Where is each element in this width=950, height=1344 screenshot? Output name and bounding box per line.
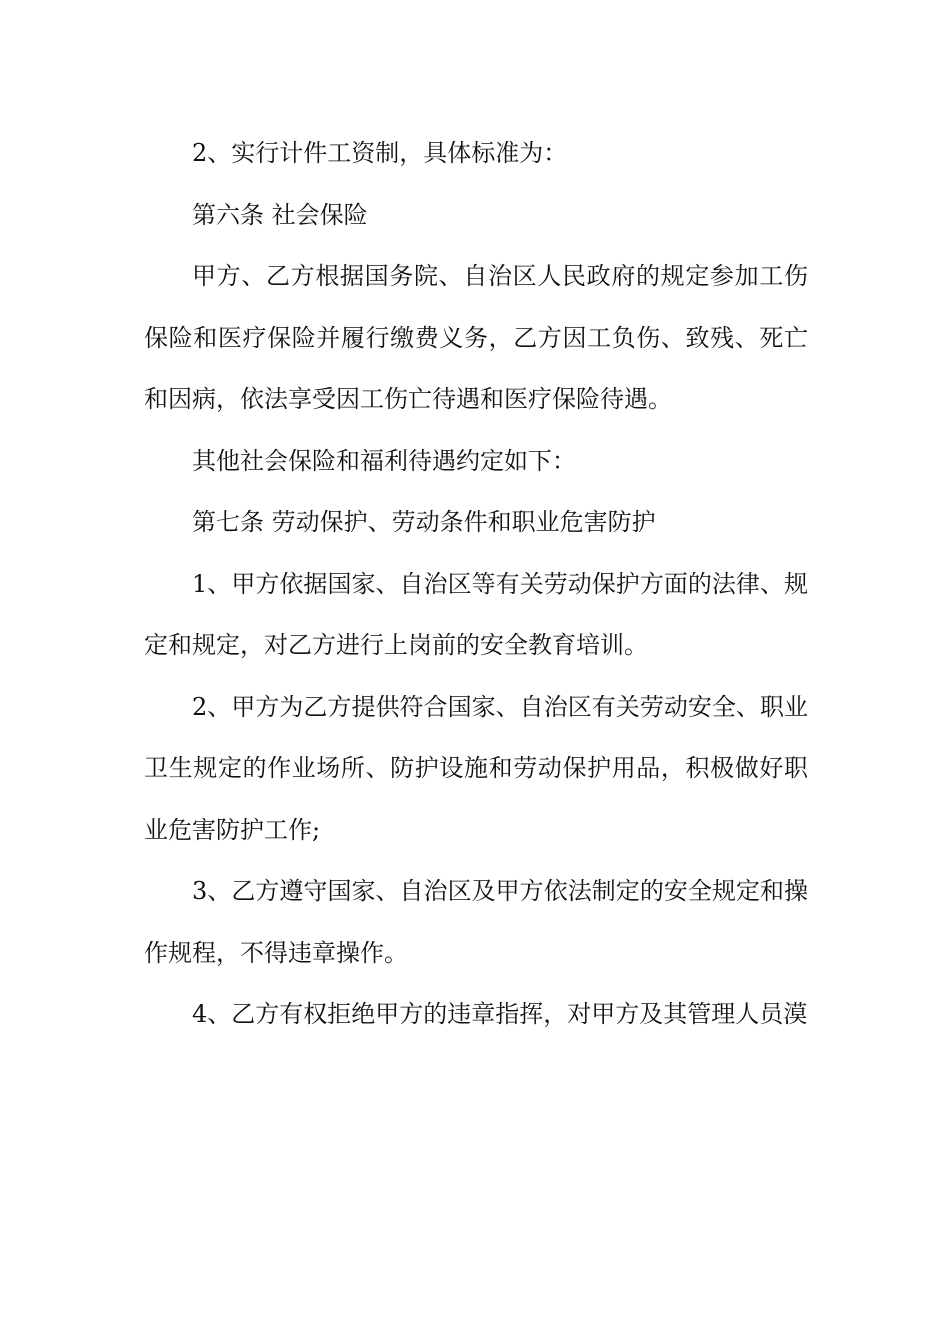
document-body <box>144 123 808 1046</box>
paragraph-piecework-wage: 2、实行计件工资制，具体标准为： <box>192 139 568 167</box>
heading-article-seven: 第七条 劳动保护、劳动条件和职业危害防护 <box>192 508 656 536</box>
paragraph-refuse-violation: 4、乙方有权拒绝甲方的违章指挥，对甲方及其管理人员漠 <box>192 1000 808 1028</box>
paragraph-insurance: 甲方、乙方根据国务院、自治区人民政府的规定参加工伤保险和医疗保险并履行缴费义务，乙方因工负伤、致残、死亡和因病，依法享受因工伤亡待遇和医疗保险待遇。 <box>144 262 808 413</box>
paragraph-operating-rules: 3、乙方遵守国家、自治区及甲方依法制定的安全规定和操作规程，不得违章操作。 <box>144 877 808 967</box>
paragraph-workplace-protection: 2、甲方为乙方提供符合国家、自治区有关劳动安全、职业卫生规定的作业场所、防护设施和劳动保护用品，积极做好职业危害防护工作; <box>144 692 808 844</box>
paragraph-safety-training: 1、甲方依据国家、自治区等有关劳动保护方面的法律、规定和规定，对乙方进行上岗前的安全教育培训。 <box>144 569 808 659</box>
heading-article-six: 第六条 社会保险 <box>192 200 368 229</box>
paragraph-other-insurance: 其他社会保险和福利待遇约定如下： <box>192 446 576 475</box>
